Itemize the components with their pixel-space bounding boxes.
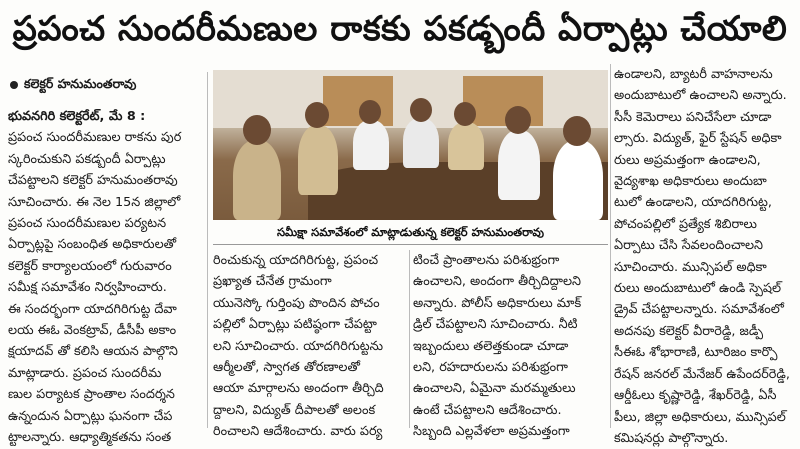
byline-text: కలెక్టర్ హనుమంతరావు <box>24 76 137 91</box>
meeting-photo <box>213 70 608 220</box>
article-column-4: ఉండాలని, బ్యాటరీ వాహనాలను అందుబాటులో ఉంచాలని అన్నారు. సీసీ కెమెరాలు పనిచేసేలా చూడా ల్సారు. విద్యుత్, ఫైర్ స్టేషన్ అధికా రులు అప్రమత్తంగా ఉండాలని, వైద్యశాఖ అధికారులు అందుబా టులో ఉండాలని, యాదగిరిగుట్ట, పోచంపల్లిలో ప్రత్యేక శిబిరాలు ఏర్పాటు చేసి సేవలందించాలని సూచించారు. మున్సిపల్ అధికా రులు అందుబాటులో ఉండి స్పెషల్ డ్రైవ్ చేపట్టాలన్నారు. సమావేశంలో అదనపు కలెక్టర్ వీరారెడ్డి, జడ్పీ సీఈఓ శోభారాణి, టూరిజం కార్పొ రేషన్ జనరల్ మేనేజర్ ఉపేందర్‌రెడ్డి, ఆర్డీఓలు కృష్ణారెడ్డి, శేఖర్‌రెడ్డి, ఏసీ పీలు, జిల్లా అధికారులు, మున్సిపల్ కమిషనర్లు పాల్గొన్నారు. <box>614 67 790 446</box>
photo-caption: సమీక్షా సమావేశంలో మాట్లాడుతున్న కలెక్టర్ హనుమంతరావు <box>276 224 545 239</box>
photo-person <box>448 122 484 170</box>
photo-person <box>403 118 439 168</box>
bullet-icon <box>10 81 18 89</box>
photo-wood-panel <box>323 76 393 126</box>
caption-divider <box>213 244 608 245</box>
photo-person-head <box>505 106 531 134</box>
column-divider <box>207 72 208 428</box>
photo-person-head <box>563 116 591 146</box>
photo-person-head <box>454 102 476 126</box>
article-column-3: టించే ప్రాంతాలను పరిశుభ్రంగా ఉంచాలని, అందంగా తీర్చిదిద్దాలని అన్నారు. పోలీస్ అధికారులు మాక్ డ్రిల్ చేపట్టాలని సూచించారు. నీటి ఇబ్బందులు తలెత్తకుండా చూడా లని, రహదారులను పరిశుభ్రంగా ఉంచాలని, ఏమైనా మరమ్మతులు ఉంటే చేపట్టాలని ఆదేశించారు. సిబ్బంది ఎల్లవేళలా అప్రమత్తంగా <box>413 253 582 440</box>
photo-person <box>298 125 338 195</box>
dateline: భువనగిరి కలెక్టరేట్, మే 8 : <box>8 109 146 124</box>
article-column-1 <box>8 106 204 446</box>
column-1-text: ప్రపంచ సుందరీమణుల రాకను పుర స్కరించుకుని పకడ్బందీ ఏర్పాట్లు చేపట్టాలని కలెక్టర్ హనుమంతరావు సూచించారు. ఈ నెల 15న జిల్లాలో ప్రపంచ సుందరీమణుల పర్యటన ఏర్పాట్లపై సంబంధిత అధికారులతో కలెక్టర్ కార్యాలయంలో గురువారం సమీక్ష సమావేశం నిర్వహించారు. ఈ సందర్భంగా యాదగిరిగుట్ట దేవా లయ ఈఓ వెంకట్రావ్, డీసీపీ అకాం క్షయాదవ్ తో కలిసి ఆయన పాల్గొని మాట్లాడారు. ప్రపంచ సుందరీమ ణుల పర్యాటక ప్రాంతాల సందర్శన ఉన్నందున ఏర్పాట్లు ఘనంగా చేప ట్టాలన్నారు. ఆధ్యాత్మికతను సంత <box>8 130 182 446</box>
photo-person <box>553 140 603 220</box>
byline <box>10 76 136 95</box>
photo-person-head <box>410 98 432 122</box>
photo-person <box>233 140 281 220</box>
article-column-2: రించుకున్న యాదగిరిగుట్ట, ప్రపంచ ప్రఖ్యాత చేనేత గ్రామంగా యునెస్కో గుర్తింపు పొందిన పోచం పల్లిలో ఏర్పాట్లు పటిష్ఠంగా చేపట్టా లని సూచించారు. యాదగిరిగుట్టను ఆర్మీలతో, స్వాగత తోరణాలతో ఆయా మార్గాలను అందంగా తీర్చిది ద్దాలని, విద్యుత్ దీపాలతో అలంక రించాలని ఆదేశించారు. వారు పర్య <box>213 253 384 440</box>
column-divider <box>409 250 410 428</box>
photo-person-head <box>359 100 381 124</box>
column-divider <box>610 64 611 428</box>
photo-person <box>498 130 540 200</box>
photo-person <box>353 120 389 170</box>
photo-person-head <box>305 102 329 128</box>
photo-wall <box>213 70 608 128</box>
article-headline: ప్రపంచ సుందరీమణుల రాకకు పకడ్బందీ ఏర్పాట్లు చేయాలి <box>12 9 788 49</box>
photo-person-head <box>243 115 271 145</box>
